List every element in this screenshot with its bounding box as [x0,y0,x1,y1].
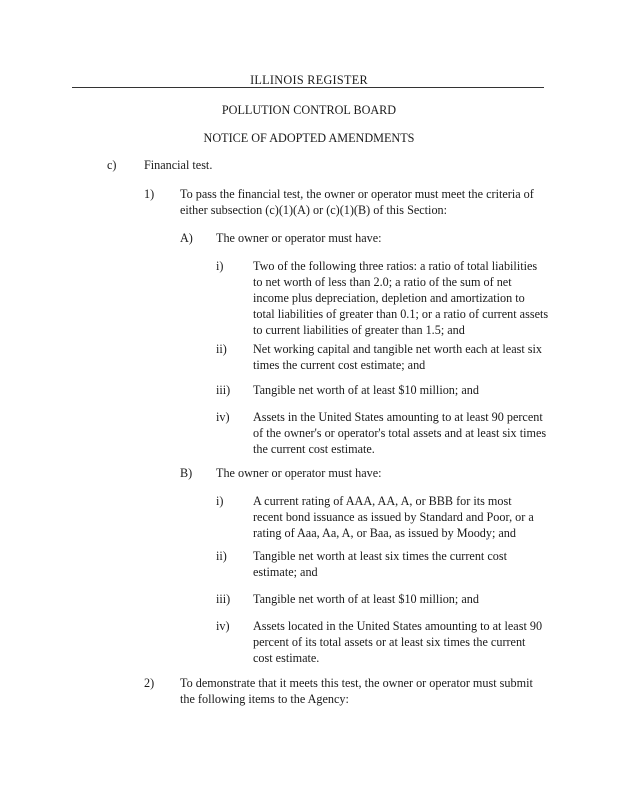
item-1Ai-text: Two of the following three ratios: a ratio of total liabilities to net worth of less than 2.0; a ratio of the sum of net income plus depreciation, depletion and amortization to total liabilities of greater than 0.1; or a ratio of current assets to current liabilities of greater than 1.5; and [253,259,549,337]
item-1Aiii-text: Tangible net worth of at least $10 million; and [253,383,479,397]
item-1Biii-label: iii) [216,592,231,606]
item-1Aiv-label: iv) [216,410,230,424]
item-2-label: 2) [144,676,155,690]
item-1Bi-label: i) [216,494,224,508]
item-1Biv-text: Assets located in the United States amounting to at least 90 percent of its total assets or at least six times the current cost estimate. [253,619,543,665]
item-1Aii-text: Net working capital and tangible net worth each at least six times the current cost estimate; and [253,342,543,372]
item-1-label: 1) [144,187,155,201]
item-1A-text: The owner or operator must have: [216,231,382,245]
item-1Aiii-label: iii) [216,383,231,397]
item-1Bii-text: Tangible net worth at least six times the current cost estimate; and [253,549,507,579]
item-1A-label: A) [180,231,193,245]
notice-title: NOTICE OF ADOPTED AMENDMENTS [203,131,415,145]
section-label: c) [107,158,117,172]
item-1B-label: B) [180,466,193,480]
item-1Bi-text: A current rating of AAA, AA, A, or BBB for its most recent bond issuance as issued by Standard and Poor, or a rating of Aaa, Aa, A, or Baa, as issued by Moody; and [253,494,534,540]
item-1Biii-text: Tangible net worth of at least $10 million; and [253,592,479,606]
item-2-text: To demonstrate that it meets this test, the owner or operator must submit the following items to the Agency: [180,676,533,706]
item-1Bii-label: ii) [216,549,227,563]
item-1B-text: The owner or operator must have: [216,466,382,480]
register-title: ILLINOIS REGISTER [0,72,618,88]
section-title: Financial test. [144,158,213,172]
item-1Biv-label: iv) [216,619,230,633]
item-1Ai-label: i) [216,259,224,273]
board-name: POLLUTION CONTROL BOARD [221,103,397,117]
item-1Aii-label: ii) [216,342,227,356]
item-1Aiv-text: Assets in the United States amounting to at least 90 percent of the owner's or operator's total assets and at least six times the current cost estimate. [253,410,547,456]
item-1-text: To pass the financial test, the owner or operator must meet the criteria of either subsection (c)(1)(A) or (c)(1)(B) of this Section: [180,187,534,217]
